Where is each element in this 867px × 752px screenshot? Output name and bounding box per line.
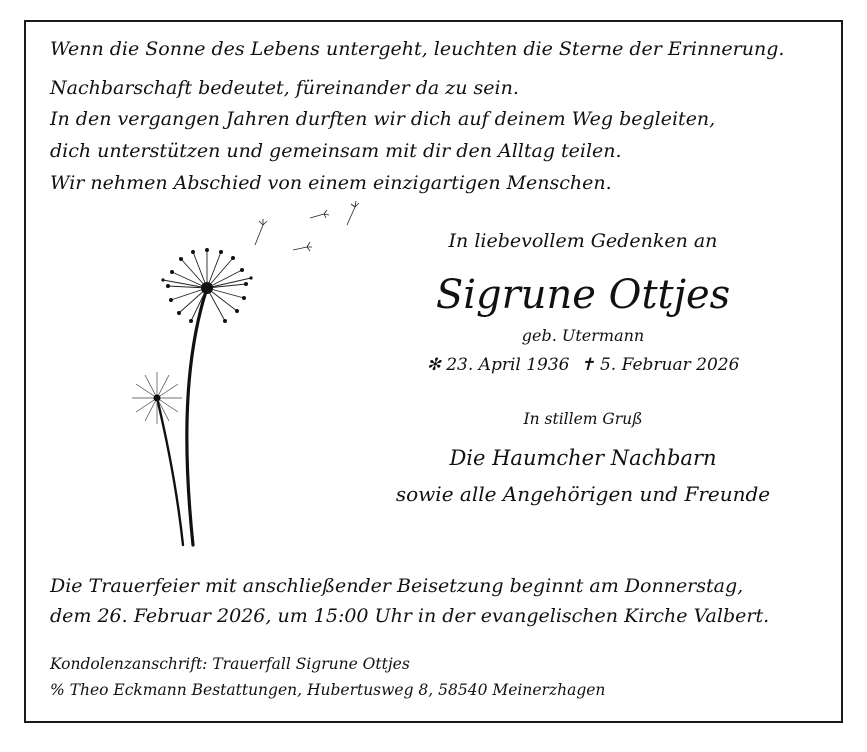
death-date: ✝ 5. Februar 2026 — [580, 355, 740, 375]
birth-date: ✻ 23. April 1936 — [426, 355, 570, 375]
condolence-line-1: Kondolenzanschrift: Trauerfall Sigrune Ottjes — [50, 655, 410, 673]
poem-line-3: In den vergangen Jahren durften wir dich auf deinem Weg begleiten, — [50, 108, 716, 130]
service-line-1: Die Trauerfeier mit anschließender Beisetzung beginnt am Donnerstag, — [50, 575, 744, 597]
condolence-line-2: % Theo Eckmann Bestattungen, Hubertusweg 8, 58540 Meinerzhagen — [50, 681, 606, 699]
poem-line-1: Wenn die Sonne des Lebens untergeht, leuchten die Sterne der Erinnerung. — [50, 38, 785, 60]
deceased-name: Sigrune Ottjes — [435, 272, 731, 318]
poem-line-2: Nachbarschaft bedeutet, füreinander da zu sein. — [50, 77, 519, 99]
service-line-2: dem 26. Februar 2026, um 15:00 Uhr in der evangelischen Kirche Valbert. — [50, 605, 770, 627]
signers: Die Haumcher Nachbarn — [449, 446, 717, 470]
poem-line-4: dich unterstützen und gemeinsam mit dir den Alltag teilen. — [50, 140, 622, 162]
poem-line-5: Wir nehmen Abschied von einem einzigartigen Menschen. — [50, 172, 612, 194]
dandelion-illustration — [115, 200, 405, 550]
greeting: In stillem Gruß — [523, 410, 643, 428]
maiden-name: geb. Utermann — [521, 326, 645, 345]
life-dates — [383, 355, 783, 375]
signers-extra: sowie alle Angehörigen und Freunde — [395, 482, 771, 506]
memorial-intro: In liebevollem Gedenken an — [448, 230, 718, 252]
